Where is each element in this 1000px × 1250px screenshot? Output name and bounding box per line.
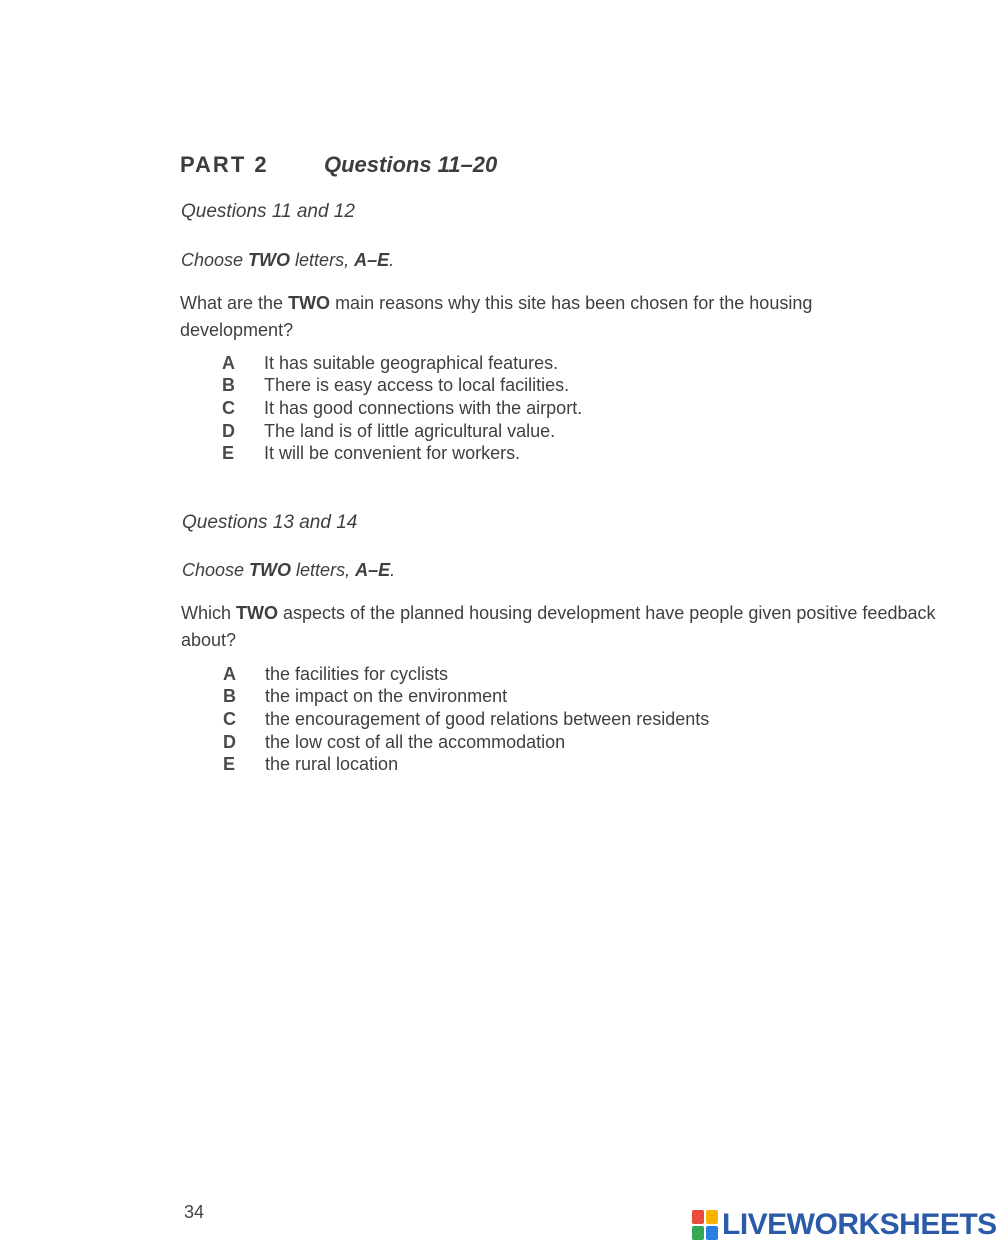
section-heading-13-14: Questions 13 and 14 [182,512,358,533]
instruction-emphasis: TWO [248,250,291,270]
liveworksheets-logo-icon [692,1210,718,1240]
option-text: The land is of little agricultural value. [264,420,556,441]
page-number: 34 [184,1202,205,1222]
question-text-before: Which [181,603,237,623]
instruction-range: A–E [355,560,391,580]
instruction-middle: letters, [291,560,356,580]
option-letter: E [223,754,236,775]
instruction-prefix: Choose [182,560,250,580]
instruction-13-14 [182,560,395,581]
questions-range: Questions 11–20 [324,152,498,177]
option-letter: E [222,443,235,464]
question-text-before: What are the [180,293,289,313]
option-row[interactable] [222,442,582,465]
option-letter: C [223,708,236,729]
option-text: It has suitable geographical features. [264,352,559,373]
question-text-after: main reasons why this site has been chosen for the housing development? [180,293,813,340]
part-title: PART 2 [180,152,269,177]
instruction-range: A–E [354,250,390,270]
liveworksheets-brand-link[interactable] [692,1208,997,1242]
option-letter: A [222,352,235,373]
question-text-after: aspects of the planned housing development have people given positive feedback about? [181,603,936,650]
option-letter: A [223,663,236,684]
option-row[interactable] [223,731,709,754]
option-row[interactable] [222,352,582,375]
option-letter: C [222,397,235,418]
instruction-suffix: . [389,250,395,270]
instruction-emphasis: TWO [249,560,292,580]
option-text: the low cost of all the accommodation [265,731,566,752]
question-11-12 [180,290,880,344]
question-emphasis: TWO [288,293,331,313]
option-row[interactable] [222,375,582,398]
option-row[interactable] [223,753,709,776]
instruction-middle: letters, [290,250,355,270]
option-letter: B [223,686,236,707]
options-list-13-14 [223,663,709,776]
question-emphasis: TWO [236,603,279,623]
option-letter: B [222,375,235,396]
option-row[interactable] [223,663,709,686]
option-text: It will be convenient for workers. [264,443,521,464]
options-list-11-12 [222,352,582,465]
section-heading-11-12: Questions 11 and 12 [181,201,355,222]
question-13-14 [181,600,941,654]
option-text: It has good connections with the airport. [264,397,583,418]
option-text: the rural location [265,754,399,775]
option-letter: D [223,731,236,752]
option-text: There is easy access to local facilities. [264,375,570,396]
option-text: the facilities for cyclists [265,663,449,684]
option-row[interactable] [223,686,709,709]
option-text: the impact on the environment [265,686,508,707]
instruction-suffix: . [390,560,396,580]
brand-wordmark: LIVEWORKSHEETS [722,1208,997,1241]
option-letter: D [222,420,235,441]
instruction-prefix: Choose [181,250,249,270]
option-row[interactable] [223,708,709,731]
option-row[interactable] [222,397,582,420]
option-row[interactable] [222,420,582,443]
option-text: the encouragement of good relations between residents [265,708,710,729]
instruction-11-12 [181,250,394,271]
